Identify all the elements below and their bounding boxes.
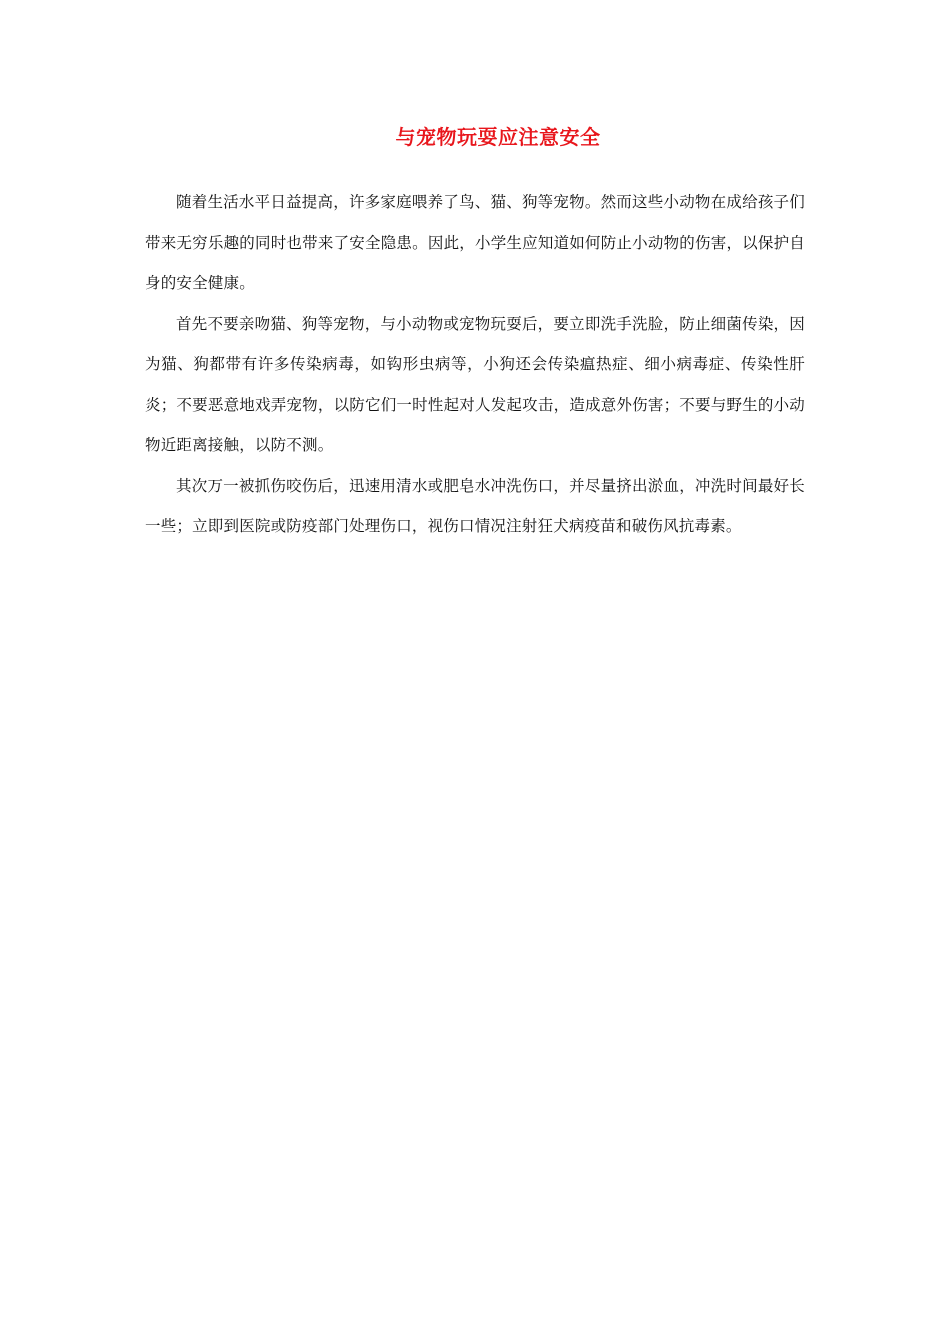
paragraph-precautions: 首先不要亲吻猫、狗等宠物，与小动物或宠物玩耍后，要立即洗手洗脸，防止细菌传染，因为猫、狗都带有许多传染病毒，如钩形虫病等，小狗还会传染瘟热症、细小病毒症、传染性肝炎；不要恶意地戏弄宠物，以防它们一时性起对人发起攻击，造成意外伤害；不要与野生的小动物近距离接触，以防不测。 xyxy=(145,314,805,454)
paragraph-first-aid: 其次万一被抓伤咬伤后，迅速用清水或肥皂水冲洗伤口，并尽量挤出淤血，冲洗时间最好长一些；立即到医院或防疫部门处理伤口，视伤口情况注射狂犬病疫苗和破伤风抗毒素。 xyxy=(145,476,805,535)
document-body xyxy=(145,182,805,547)
paragraph-intro: 随着生活水平日益提高，许多家庭喂养了鸟、猫、狗等宠物。然而这些小动物在成给孩子们带来无穷乐趣的同时也带来了安全隐患。因此，小学生应知道如何防止小动物的伤害，以保护自身的安全健康。 xyxy=(145,193,805,292)
document-title: 与宠物玩耍应注意安全 xyxy=(395,125,601,149)
